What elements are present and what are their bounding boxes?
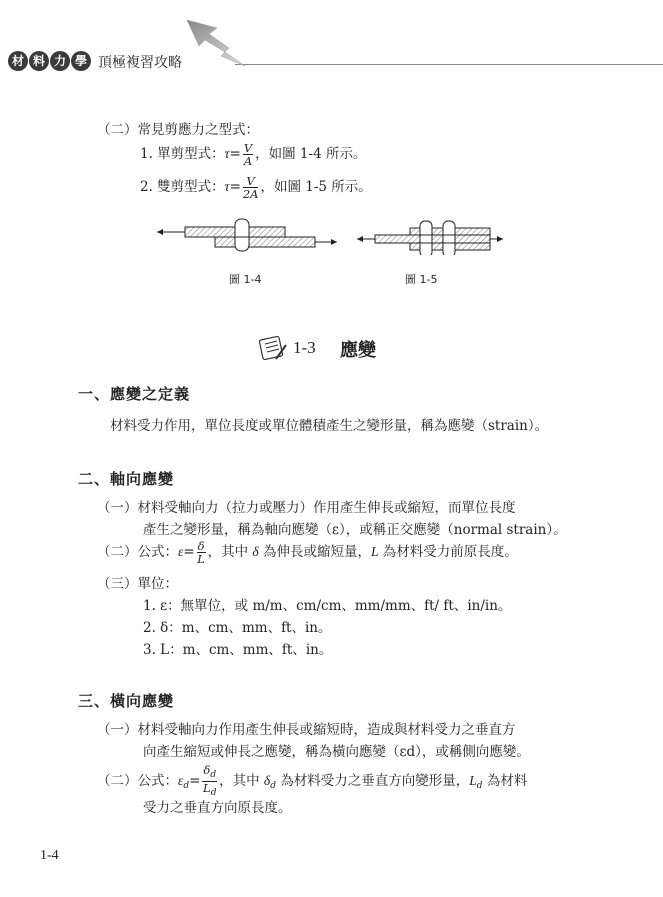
figure-1-4-caption: 圖 1-4 — [229, 273, 262, 286]
header-circle: 材 — [8, 51, 28, 71]
formula-text: 為伸長或縮短量， — [262, 544, 371, 560]
header-arrow-icon — [185, 18, 255, 70]
formula-text: 為材料受力前原長度。 — [382, 544, 518, 560]
lateral-p2-line2: 受力之垂直方向原長度。 — [143, 800, 292, 816]
formula-sub: d — [210, 770, 217, 780]
formula-var: ε — [178, 544, 184, 559]
formula-var: τ — [224, 146, 230, 161]
page-number: 1-4 — [40, 848, 59, 863]
fraction — [197, 540, 206, 565]
single-shear-label: 1. 單剪型式： — [140, 146, 225, 162]
axial-unit-1: 1. ε：無單位，或 m/m、cm/cm、mm/mm、ft/ ft、in/in。 — [143, 598, 512, 614]
formula-sub: d — [183, 781, 190, 791]
formula-label: （二）公式： — [97, 773, 178, 789]
axial-unit-2: 2. δ：m、cm、mm、ft、in。 — [143, 620, 332, 636]
fraction-den: 2A — [242, 187, 259, 201]
fraction-num: δ — [197, 539, 205, 553]
double-shear-tail: ，如圖 1-5 所示。 — [260, 179, 372, 195]
formula-sub: d — [210, 788, 217, 798]
header-rule — [235, 64, 663, 65]
figure-1-4-single-shear-diagram — [155, 215, 340, 255]
fraction-num: V — [243, 175, 259, 188]
fraction-den: L — [203, 781, 211, 795]
axial-p1-line2: 產生之變形量，稱為軸向應變（ε），或稱正交應變（normal strain）。 — [143, 522, 567, 538]
formula-text: ，其中 — [219, 773, 260, 789]
axial-unit-3: 3. L：m、cm、mm、ft、in。 — [143, 642, 333, 658]
definition-body: 材料受力作用，單位長度或單位體積產生之變形量，稱為應變（strain）。 — [110, 418, 549, 434]
fraction — [243, 142, 253, 167]
double-shear-label: 2. 雙剪型式： — [140, 179, 225, 195]
formula-text: 為材料受力之垂直方向變形量， — [280, 773, 470, 789]
formula-eq: = — [229, 146, 241, 162]
double-shear-formula — [140, 175, 372, 200]
section-title: 應變 — [340, 340, 376, 361]
fraction-num: V — [243, 141, 253, 155]
formula-var: ε — [178, 773, 184, 788]
definition-heading: 一、應變之定義 — [78, 385, 191, 403]
formula-label: （二）公式： — [97, 544, 178, 560]
axial-formula — [97, 540, 518, 565]
formula-var: δ — [263, 773, 271, 788]
formula-text: ，其中 — [207, 544, 249, 560]
axial-strain-heading: 二、軸向應變 — [78, 470, 175, 488]
fraction-den: L — [197, 552, 205, 566]
section-number: 1-3 — [293, 338, 316, 357]
axial-p1-line1: （一）材料受軸向力（拉力或壓力）作用產生伸長或縮短，而單位長度 — [97, 500, 516, 516]
lateral-p1-line2: 向產生縮短或伸長之應變，稱為橫向應變（εd），或稱側向應變。 — [143, 744, 530, 760]
single-shear-formula — [140, 142, 366, 167]
header-circle: 料 — [29, 51, 49, 71]
formula-var: L — [370, 544, 379, 559]
axial-units-heading: （三）單位： — [97, 576, 178, 592]
fraction — [202, 764, 217, 799]
figure-1-5-double-shear-diagram — [355, 215, 505, 255]
formula-eq: = — [189, 773, 201, 789]
fraction — [243, 175, 259, 200]
figure-1-5-caption: 圖 1-5 — [405, 273, 438, 286]
lateral-strain-heading: 三、橫向應變 — [78, 692, 175, 710]
header-title: 頂極複習攻略 — [98, 55, 182, 71]
fraction-num: δ — [203, 763, 211, 777]
header-logo — [8, 50, 92, 71]
header-circle: 力 — [50, 51, 70, 71]
formula-text: 為材料 — [486, 773, 528, 789]
fraction-den: A — [243, 154, 253, 168]
note-icon — [258, 333, 288, 363]
lateral-p1-line1: （一）材料受軸向力作用產生伸長或縮短時，造成與材料受力之垂直方 — [97, 722, 516, 738]
single-shear-tail: ，如圖 1-4 所示。 — [255, 146, 367, 162]
shear-heading: （二）常見剪應力之型式： — [97, 122, 259, 138]
formula-sub: d — [476, 781, 483, 791]
formula-sub: d — [270, 781, 276, 791]
header-circle: 學 — [71, 51, 91, 71]
lateral-formula — [97, 764, 527, 799]
formula-var: τ — [224, 179, 230, 194]
formula-eq: = — [183, 544, 195, 560]
formula-eq: = — [229, 179, 241, 195]
formula-var: δ — [252, 544, 259, 559]
formula-var: L — [469, 773, 477, 788]
